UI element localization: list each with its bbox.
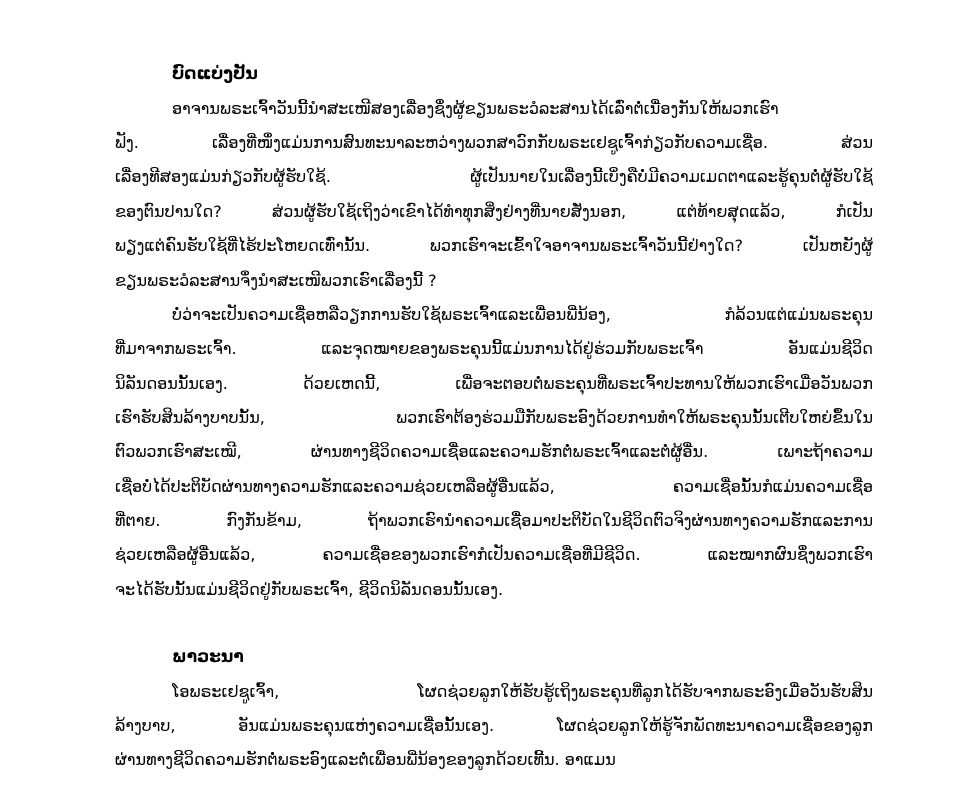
- paragraph-line: ຕົວພວກເຮົາສະເໝີ, ຜ່ານທາງຊີວິດຄວາມເຊື່ອແລະຄວາມຮັກຕໍ່ພຣະເຈົ້າແລະຕໍ່ຜູ້ອື່ນ. ເພາະຖ້າຄວາມ: [115, 442, 873, 461]
- section-heading-prayer: ພາວະນາ: [172, 647, 244, 667]
- section-heading-reflection: ບົດແບ່ງປັນ: [172, 64, 258, 84]
- paragraph-line: ໂອພຣະເຢຊູເຈົ້າ, ໂຜດຊ່ວຍລູກໃຫ້ຮັບຮູ້ເຖິງພຣະຄຸນທີ່ລູກໄດ້ຮັບຈາກພຣະອົງເມື່ອວັນຮັບສິນ: [172, 682, 873, 701]
- paragraph-line: ເຮົາຮັບສິນລ້າງບາບນັ້ນ, ພວກເຮົາຕ້ອງຮ່ວມມືກັບພຣະອົງດ້ວຍການທໍາໃຫ້ພຣະຄຸນນັ້ນເຕີບໃຫຍ່ຂຶ້ນໃນ: [115, 408, 873, 427]
- paragraph-line: ບໍ່ວ່າຈະເປັນຄວາມເຊື່ອຫລືວຽກການຮັບໃຊ້ພຣະເຈົ້າແລະເພື່ອນພີ່ນ້ອງ, ກໍລ້ວນແຕ່ແມ່ນພຣະຄຸນ: [172, 305, 873, 324]
- paragraph-line: ຈະໄດ້ຮັບນັ້ນແມ່ນຊີວິດຢູ່ກັບພຣະເຈົ້າ, ຊີວິດນິລັນດອນນັ້ນເອງ.: [115, 580, 504, 599]
- paragraph-line: ອາຈານພຣະເຈົ້າວັນນີ້ນໍາສະເໜີສອງເລື່ອງຊຶ່ງຜູ້ຂຽນພຣະວໍລະສານໄດ້ເລົ່າຕໍ່ເນື່ອງກັນໃຫ້ພວກເຮົາ: [172, 99, 779, 118]
- paragraph-line: ຊ່ວຍເຫລືອຜູ້ອື່ນແລ້ວ, ຄວາມເຊື່ອຂອງພວກເຮົາກໍເປັນຄວາມເຊື່ອທີ່ມີຊີວິດ. ແລະໝາກຜົນຊຶ່ງພວກເຮົາ: [115, 545, 873, 564]
- paragraph-line: ນິລັນດອນນັ້ນເອງ. ດ້ວຍເຫດນີ້, ເພື່ອຈະຕອບຕໍ່ພຣະຄຸນທີ່ພຣະເຈົ້າປະທານໃຫ້ພວກເຮົາເມື່ອວັນພວກ: [115, 374, 873, 393]
- paragraph-line: ທີ່ມາຈາກພຣະເຈົ້າ. ແລະຈຸດໝາຍຂອງພຣະຄຸນນີ້ແມ່ນການໄດ້ຢູ່ຮ່ວມກັບພຣະເຈົ້າ ອັນແມ່ນຊີວິດ: [115, 339, 873, 358]
- paragraph-line: ພຽງແຕ່ຄົນຮັບໃຊ້ທີ່ໄຮ້ປະໂຫຍດເທົ່ານັ້ນ. ພວກເຮົາຈະເຂົ້າໃຈອາຈານພຣະເຈົ້າວັນນີ້ຢ່າງໃດ? ເປັນຫຍັງຜູ້: [115, 236, 873, 255]
- paragraph-line: ຟັງ. ເລື່ອງທີ່ໜຶ່ງແມ່ນການສົນທະນາລະຫວ່າງພວກສາວົກກັບພຣະເຢຊູເຈົ້າກ່ຽວກັບຄວາມເຊື່ອ. ສ່ວນ: [115, 133, 873, 152]
- paragraph-line: ເລື່ອງທີສອງແມ່ນກ່ຽວກັບຜູ້ຮັບໃຊ້. ຜູ້ເປັນນາຍໃນເລື່ອງນີ້ເບິ່ງຄືບໍ່ມີຄວາມເມດຕາແລະຮູ້ຄຸນຕໍ່ຜູ້ຮັບໃຊ້: [115, 167, 873, 186]
- paragraph-line: ລ້າງບາບ, ອັນແມ່ນພຣະຄຸນແຫ່ງຄວາມເຊື່ອນັ້ນເອງ. ໂຜດຊ່ວຍລູກໃຫ້ຮູ້ຈັກພັດທະນາຄວາມເຊື່ອຂອງລູກ: [115, 716, 873, 735]
- paragraph-line: ຜ່ານທາງຊີວິດຄວາມຮັກຕໍ່ພຣະອົງແລະຕໍ່ເພື່ອນພີ່ນ້ອງຂອງລູກດ້ວຍເທີ້ນ. ອາແມນ: [115, 750, 616, 769]
- paragraph-line: ເຊື່ອບໍ່ໄດ້ປະຕິບັດຜ່ານທາງຄວາມຮັກແລະຄວາມຊ່ວຍເຫລືອຜູ້ອື່ນແລ້ວ, ຄວາມເຊື່ອນັ້ນກໍແມ່ນຄວາມເຊື່ອ: [115, 477, 873, 496]
- paragraph-line: ຂຽນພຣະວໍລະສານຈຶ່ງນໍາສະເໜີພວກເຮົາເລື່ອງນີ້ ?: [115, 271, 437, 290]
- paragraph-line: ທີ່ຕາຍ. ກົງກັນຂ້າມ, ຖ້າພວກເຮົານໍາຄວາມເຊື່ອມາປະຕິບັດໃນຊີວິດຕົວຈິງຜ່ານທາງຄວາມຮັກແລະການ: [115, 511, 873, 530]
- paragraph-line: ຂອງຕົນປານໃດ? ສ່ວນຜູ້ຮັບໃຊ້ເຖິງວ່າເຂົາໄດ້ທໍາທຸກສິ່ງຢ່າງທີ່ນາຍສັ່ງນອກ, ແຕ່ທ້າຍສຸດແລ້ວ, ກໍເປັນ: [115, 202, 873, 221]
